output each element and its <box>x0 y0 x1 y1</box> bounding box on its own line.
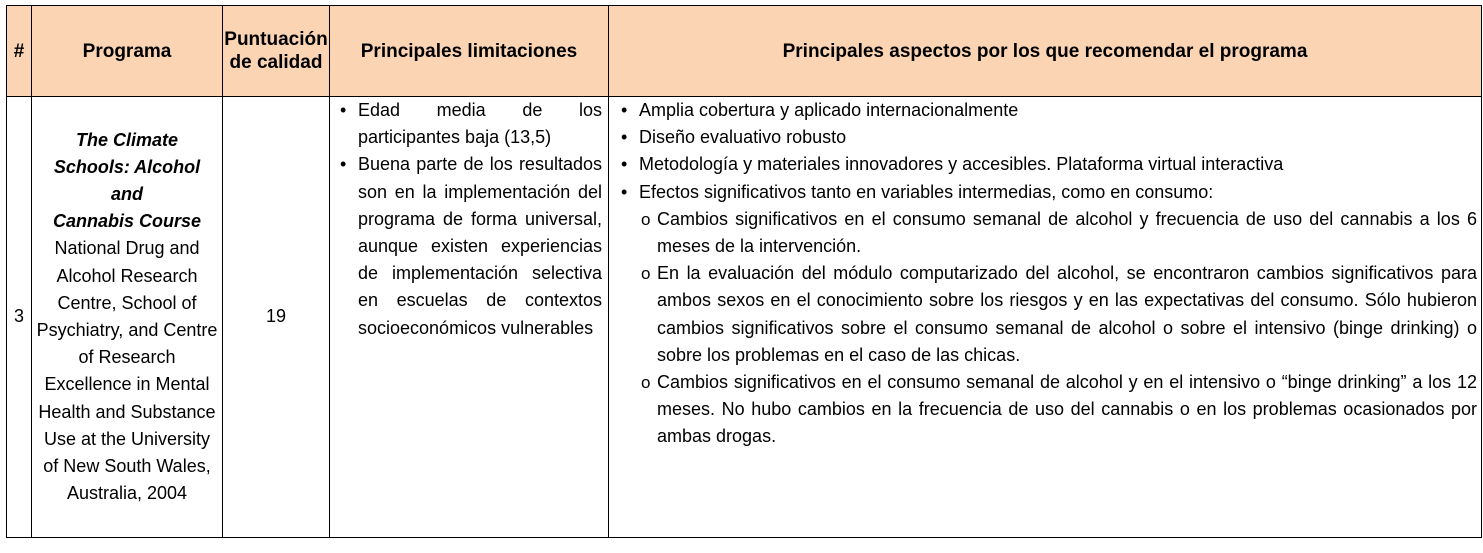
header-program: Programa <box>32 6 223 97</box>
recommend-cell <box>609 97 1482 538</box>
recommend-subitem: o Cambios significativos en el consumo semanal de alcohol y frecuencia de uso del cannabis a los 6 meses de la intervención. <box>639 206 1477 260</box>
recommend-subitem: o Cambios significativos en el consumo semanal de alcohol y en el intensivo o “binge drinking” a los 12 meses. No hubo cambios en la frecuencia de uso del cannabis o en los problemas ocasionados por ambas drogas. <box>639 369 1477 451</box>
header-recommend: Principales aspectos por los que recomendar el programa <box>609 6 1482 97</box>
limitations-cell <box>330 97 609 538</box>
recommend-item: • Amplia cobertura y aplicado internacionalmente <box>619 97 1477 124</box>
recommend-subitem: o En la evaluación del módulo computarizado del alcohol, se encontraron cambios significativos para ambos sexos en el conocimiento sobre los riesgos y en las expectativas del consumo. Sólo hubieron cambios significativos sobre el consumo semanal de alcohol o sobre el intensivo (binge drinking) o sobre los problemas en el caso de las chicas. <box>639 260 1477 369</box>
limitation-item: • Edad media de los participantes baja (13,5) <box>338 97 602 151</box>
program-title-2: Cannabis Course <box>52 211 202 232</box>
recommend-item: • Metodología y materiales innovadores y accesibles. Plataforma virtual interactiva <box>619 151 1477 178</box>
recommend-item: • Diseño evaluativo robusto <box>619 124 1477 151</box>
limitation-item: • Buena parte de los resultados son en la implementación del programa de forma universal, aunque existen experiencias de implementación selectiva en escuelas de contextos socioeconómicos vulnerables <box>338 151 602 341</box>
header-num: # <box>7 6 32 97</box>
program-cell <box>32 97 223 538</box>
row-num: 3 <box>7 97 32 538</box>
program-title-1: The Climate Schools: Alcohol and <box>53 129 201 204</box>
header-row <box>7 6 1482 97</box>
program-author: National Drug and Alcohol Research Centre, School of Psychiatry, and Centre of Research Excellence in Mental Health and Substance Use at the University of New South Wales, Australia, 2004 <box>36 238 218 504</box>
program-table <box>6 5 1482 538</box>
quality-score: 19 <box>223 97 330 538</box>
header-score: Puntuación de calidad <box>223 6 330 97</box>
recommend-item: • Efectos significativos tanto en variables intermedias, como en consumo: <box>619 179 1477 206</box>
header-limitations: Principales limitaciones <box>330 6 609 97</box>
table-row <box>7 97 1482 538</box>
